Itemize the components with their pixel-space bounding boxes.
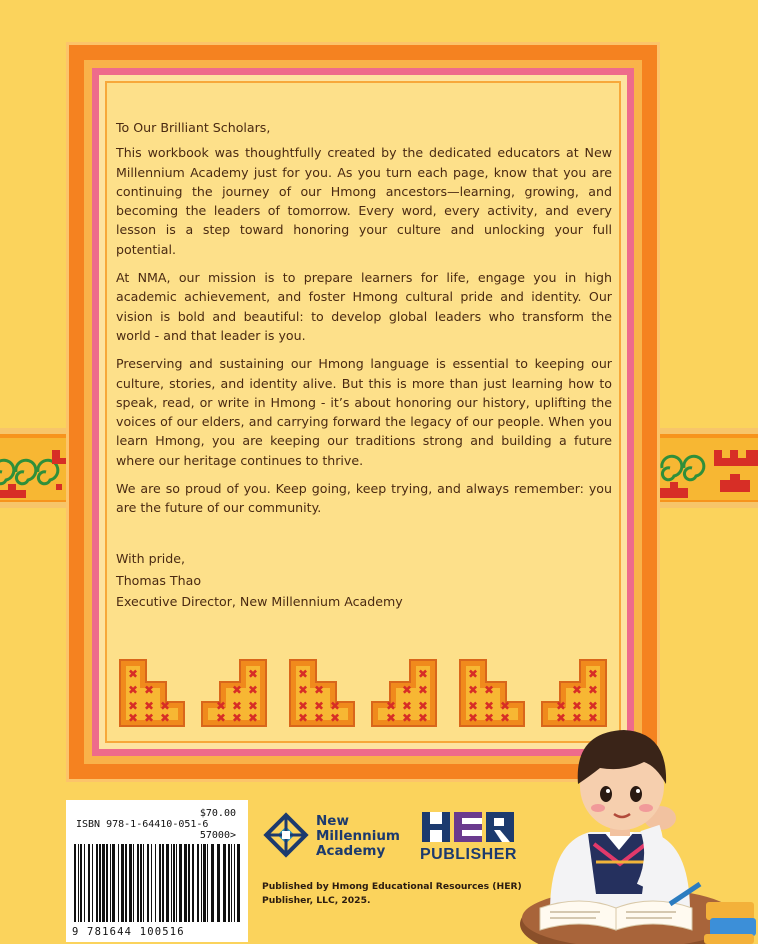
svg-text:✖: ✖ [247,699,258,713]
svg-text:✖: ✖ [417,667,428,681]
svg-text:✖: ✖ [128,683,139,697]
svg-text:✖: ✖ [468,699,479,713]
nma-emblem-icon [262,810,310,860]
svg-text:✖: ✖ [417,711,428,725]
svg-text:✖: ✖ [247,683,258,697]
isbn-barcode [66,800,248,942]
letter-salutation: To Our Brilliant Scholars, [116,120,271,135]
her-mark-icon [422,810,518,844]
spiral-motif-icon [656,438,758,500]
svg-text:✖: ✖ [468,683,479,697]
nma-logo [262,810,412,866]
svg-text:✖: ✖ [231,683,242,697]
svg-text:✖: ✖ [468,667,479,681]
svg-text:✖: ✖ [247,667,258,681]
barcode-digits: 9 781644 100516 [72,926,185,938]
letter-paragraph: We are so proud of you. Keep going, keep trying, and always remember: you are the future of our community. [116,481,612,516]
svg-text:✖: ✖ [298,667,309,681]
letter-paragraph: At NMA, our mission is to prepare learners for life, engage you in high academic achievement, and foster Hmong cultural pride and identity. Our vision is bold and beautiful: to develop global leaders who transform the world - and that leader is you. [116,270,612,343]
svg-text:✖: ✖ [128,667,139,681]
svg-text:✖: ✖ [160,711,171,725]
her-publisher-text: PUBLISHER [420,846,517,863]
signer-title: Executive Director, New Millennium Academy [116,594,403,609]
left-motif-band [0,428,72,508]
published-by-text: Published by Hmong Educational Resources (HER) Publisher, LLC, 2025. [262,881,522,906]
letter-closing: With pride, [116,551,186,566]
letter-body [116,118,612,527]
svg-text:✖: ✖ [484,711,495,725]
svg-text:✖: ✖ [314,683,325,697]
spiral-motif-icon [0,438,72,500]
svg-text:✖: ✖ [231,711,242,725]
letter-paragraph: This workbook was thoughtfully created by the dedicated educators at New Millennium Academy just for you. As you turn each page, know that you are continuing the journey of our Hmong ancestors—learning, growing, and becoming the leaders of tomorrow. Every word, every activity, and every lesson is a step toward honoring your culture and unlocking your full potential. [116,145,612,257]
svg-text:✖: ✖ [587,683,598,697]
svg-text:✖: ✖ [314,711,325,725]
svg-text:✖: ✖ [401,711,412,725]
svg-text:✖: ✖ [571,683,582,697]
signer-name: Thomas Thao [116,572,202,588]
svg-text:✖: ✖ [555,699,566,713]
svg-text:✖: ✖ [330,699,341,713]
svg-text:✖: ✖ [417,699,428,713]
barcode-bars-icon [74,844,240,926]
svg-text:✖: ✖ [144,699,155,713]
step-motif-icon [118,658,186,728]
svg-text:✖: ✖ [500,699,511,713]
svg-text:✖: ✖ [298,711,309,725]
svg-text:✖: ✖ [587,699,598,713]
svg-text:✖: ✖ [484,699,495,713]
svg-text:✖: ✖ [330,711,341,725]
svg-text:✖: ✖ [247,711,258,725]
svg-text:✖: ✖ [144,711,155,725]
letter-paragraph: Preserving and sustaining our Hmong language is essential to keeping our culture, stories, and identity alive. But this is more than just learning how to speak, read, or write in Hmong - it’s about honoring our history, uplifting the voices of our elders, and carrying forward the legacy of our people. When you learn Hmong, you are keeping our traditions strong and building a future where our heritage continues to thrive. [116,356,612,468]
svg-text:✖: ✖ [555,711,566,725]
svg-text:✖: ✖ [571,711,582,725]
svg-text:✖: ✖ [417,683,428,697]
svg-text:✖: ✖ [468,711,479,725]
nma-line: Academy [316,843,386,859]
nma-line: New [316,813,349,829]
svg-text:✖: ✖ [314,699,325,713]
step-motif-icon [370,658,438,728]
svg-text:✖: ✖ [385,699,396,713]
svg-text:✖: ✖ [128,699,139,713]
svg-text:✖: ✖ [484,683,495,697]
letter-signoff [116,548,403,613]
nma-line: Millennium [316,828,400,844]
svg-text:✖: ✖ [385,711,396,725]
svg-text:✖: ✖ [401,699,412,713]
svg-text:✖: ✖ [231,699,242,713]
svg-text:✖: ✖ [298,683,309,697]
barcode-isbn: ISBN 978-1-64410-051-6 [76,819,209,830]
svg-text:✖: ✖ [298,699,309,713]
barcode-price: $70.00 [199,808,236,819]
svg-text:✖: ✖ [215,711,226,725]
step-motif-icon [288,658,356,728]
her-publisher-logo [420,810,524,866]
right-motif-band [656,428,758,508]
svg-text:✖: ✖ [571,699,582,713]
step-motif-icon [200,658,268,728]
svg-text:✖: ✖ [160,699,171,713]
barcode-addon: 57000> [199,830,236,841]
svg-text:✖: ✖ [500,711,511,725]
svg-text:✖: ✖ [215,699,226,713]
svg-text:✖: ✖ [401,683,412,697]
svg-text:✖: ✖ [587,711,598,725]
svg-text:✖: ✖ [128,711,139,725]
child-reading-illustration [510,712,758,944]
svg-text:✖: ✖ [144,683,155,697]
nma-wordmark [316,814,400,859]
svg-text:✖: ✖ [587,667,598,681]
